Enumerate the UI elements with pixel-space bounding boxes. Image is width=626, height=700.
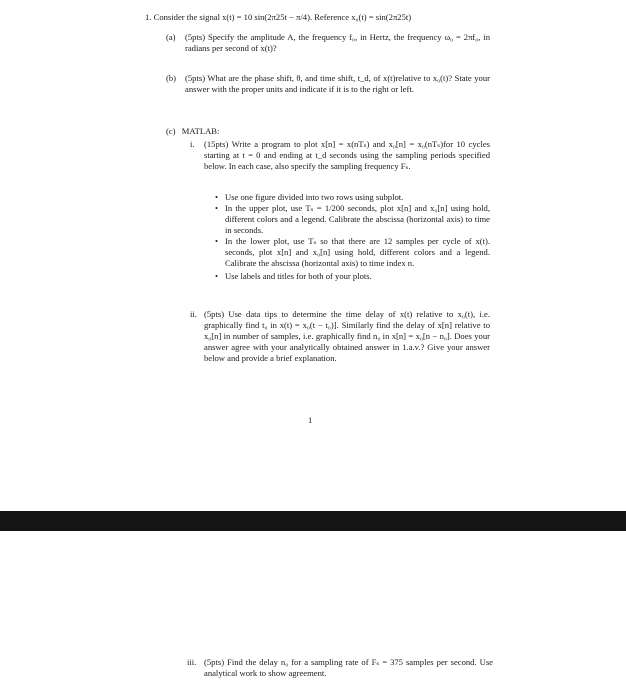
bullet-item: • In the upper plot, use Tₛ = 1/200 seconds, plot x[n] and x₀[n] using hold, different colors and a legend. Calibrate the abscissa (horizontal axis) to time in seconds. bbox=[215, 203, 490, 236]
bullet-item: • In the lower plot, use Tₛ so that there are 12 samples per cycle of x(t). seconds, plot x[n] and x₀[n] using hold, different colors and a legend. Calibrate the abscissa (horizontal axis) to time index n. bbox=[215, 236, 490, 269]
item-iii-label: iii. bbox=[187, 657, 197, 667]
part-b-label: (b) bbox=[166, 73, 177, 83]
item-ii-text: (5pts) Use data tips to determine the time delay of x(t) relative to x₀(t), i.e. graphically find t₀ in x(t) = x₀(t − t₀)]. Similarly find the delay of x[n] relative to x₀[n] in number of samples, i.e. graphically find n₀ in x[n] = x₀[n − n₀]. Does your answer agree with your analytically obtained answer in 1.a.v.? Give your answer below and provide a brief explanation. bbox=[204, 309, 490, 363]
item-i bbox=[190, 139, 490, 172]
part-b-text: (5pts) What are the phase shift, θ, and time shift, t_d, of x(t)relative to x₀(t)? State your answer with the proper units and indicate if it is to the right or left. bbox=[185, 73, 490, 94]
item-i-bullets bbox=[215, 192, 490, 282]
item-i-text: (15pts) Write a program to plot x[n] = x(nTₛ) and x₀[n] = x₀(nTₛ)for 10 cycles starting at t = 0 and ending at t_d seconds using the sampling periods specified below. In each case, also specify the sampling frequency Fₛ. bbox=[204, 139, 490, 171]
part-c-title: MATLAB: bbox=[181, 126, 220, 136]
part-c-label: (c) bbox=[166, 126, 176, 136]
item-iii bbox=[187, 657, 493, 679]
part-a bbox=[166, 32, 490, 54]
page-separator bbox=[0, 511, 626, 531]
item-iii-text: (5pts) Find the delay n₀ for a sampling rate of Fₛ = 375 samples per second. Use analytical work to show agreement. bbox=[204, 657, 493, 678]
part-a-label: (a) bbox=[166, 32, 176, 42]
bullet-item: • Use labels and titles for both of your plots. bbox=[215, 271, 490, 282]
item-i-label: i. bbox=[190, 139, 195, 149]
problem-number: 1. bbox=[145, 12, 152, 22]
item-ii bbox=[190, 309, 490, 364]
part-a-text: (5pts) Specify the amplitude A, the frequency f₀, in Hertz, the frequency ω₀ = 2πf₀, in radians per second of x(t)? bbox=[185, 32, 490, 53]
bullet-item: • Use one figure divided into two rows using subplot. bbox=[215, 192, 490, 203]
part-c-heading bbox=[166, 126, 366, 137]
part-b bbox=[166, 73, 490, 95]
page-number: 1 bbox=[308, 415, 313, 425]
problem-intro bbox=[145, 12, 545, 23]
problem-intro-text: Consider the signal x(t) = 10 sin(2π25t − π/4). Reference x₀(t) = sin(2π25t) bbox=[153, 12, 412, 22]
item-ii-label: ii. bbox=[190, 309, 197, 319]
